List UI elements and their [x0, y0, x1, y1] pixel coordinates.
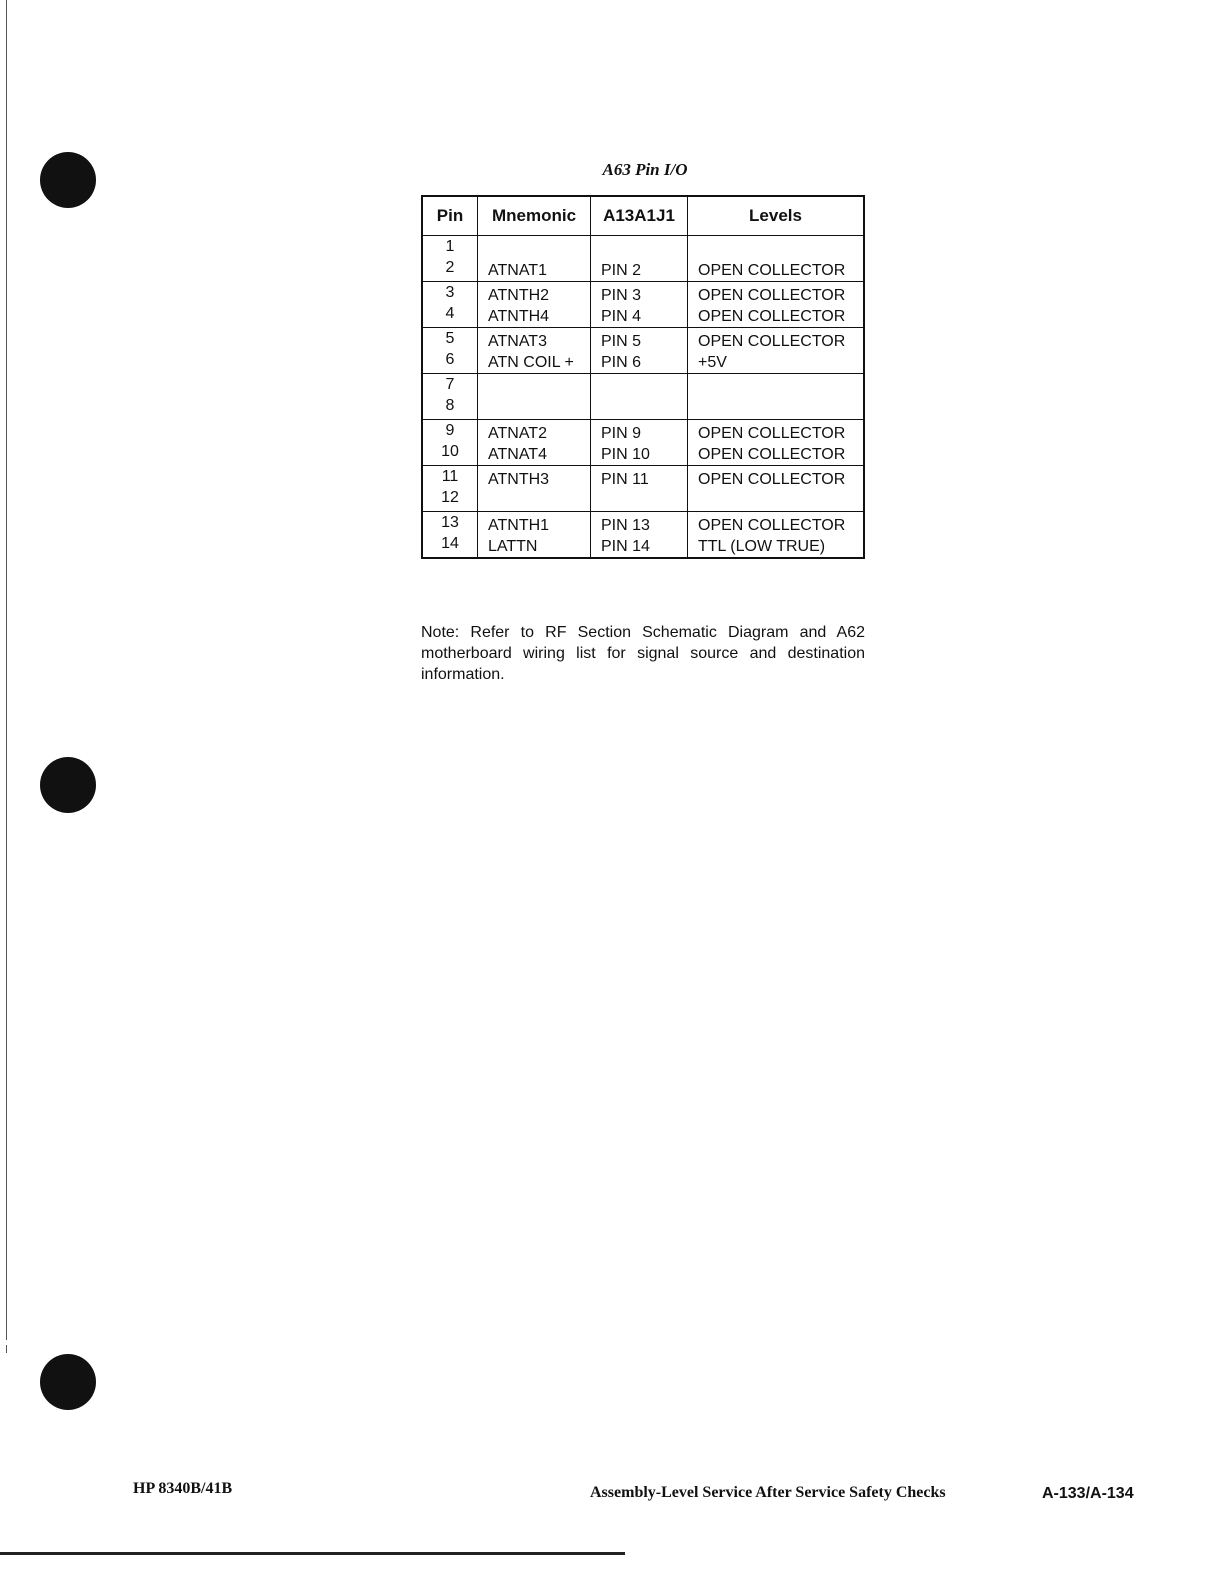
mnemonic-cell: [478, 420, 591, 466]
levels-cell-line: OPEN COLLECTOR: [698, 517, 846, 534]
table-header-row: [422, 196, 864, 236]
mnemonic-cell: [478, 374, 591, 420]
pin-cell: [422, 374, 478, 420]
levels-cell: [688, 282, 865, 328]
connector-cell-line: PIN 2: [601, 262, 642, 279]
mnemonic-cell-line: LATTN: [488, 538, 538, 555]
pin-cell-line: 3: [445, 284, 455, 301]
bottom-rule: [0, 1552, 625, 1555]
connector-cell-line: PIN 11: [601, 471, 649, 488]
connector-cell-line: PIN 10: [601, 446, 650, 463]
pin-cell-line: 1: [445, 238, 455, 255]
footer-page-number: A-133/A-134: [1042, 1485, 1134, 1502]
pin-cell-line: 13: [441, 514, 459, 531]
connector-cell-line: PIN 5: [601, 333, 642, 350]
connector-cell-line: PIN 6: [601, 354, 642, 371]
levels-cell: [688, 466, 865, 512]
table-body: [422, 236, 864, 559]
levels-cell: [688, 374, 865, 420]
levels-cell-line: [698, 239, 857, 260]
connector-cell-line: PIN 13: [601, 517, 650, 534]
header-a13a1j1: A13A1J1: [591, 196, 688, 236]
table-title: A63 Pin I/O: [602, 160, 688, 179]
connector-cell: [591, 466, 688, 512]
mnemonic-cell-line: [488, 239, 584, 260]
levels-cell-line: TTL (LOW TRUE): [698, 538, 826, 555]
table-row: [422, 282, 864, 328]
punch-hole-top: [40, 152, 96, 208]
connector-cell-line: [601, 239, 681, 260]
pin-cell-line: 10: [441, 443, 459, 460]
table-row: [422, 236, 864, 282]
connector-cell: [591, 282, 688, 328]
levels-cell-line: OPEN COLLECTOR: [698, 425, 846, 442]
connector-cell: [591, 236, 688, 282]
levels-cell-line: OPEN COLLECTOR: [698, 287, 846, 304]
levels-cell-line: [698, 398, 857, 419]
mnemonic-cell-line: ATNAT2: [488, 425, 547, 442]
table-row: [422, 466, 864, 512]
connector-cell-line: [601, 490, 681, 511]
pin-cell-line: 7: [445, 376, 455, 393]
left-margin-rule: [6, 0, 7, 1340]
table-row: [422, 420, 864, 466]
connector-cell: [591, 328, 688, 374]
pin-cell: [422, 420, 478, 466]
table-row: [422, 512, 864, 559]
connector-cell-line: PIN 3: [601, 287, 642, 304]
mnemonic-cell-line: ATNTH4: [488, 308, 550, 325]
connector-cell-line: PIN 14: [601, 538, 650, 555]
mnemonic-cell: [478, 328, 591, 374]
pin-cell-line: 2: [445, 259, 455, 276]
levels-cell-line: OPEN COLLECTOR: [698, 333, 846, 350]
connector-cell-line: [601, 398, 681, 419]
pin-io-table: [421, 195, 865, 559]
footer-model: HP 8340B/41B: [133, 1480, 233, 1497]
connector-cell: [591, 512, 688, 559]
levels-cell-line: OPEN COLLECTOR: [698, 446, 846, 463]
mnemonic-cell-line: ATNAT4: [488, 446, 547, 463]
mnemonic-cell-line: ATN COIL +: [488, 354, 574, 371]
levels-cell-line: [698, 377, 857, 398]
mnemonic-cell-line: ATNTH1: [488, 517, 550, 534]
header-mnemonic: Mnemonic: [478, 196, 591, 236]
note-text: Note: Refer to RF Section Schematic Diagram and A62 motherboard wiring list for signal source and destination information.: [421, 624, 865, 683]
mnemonic-cell-line: ATNAT3: [488, 333, 547, 350]
header-pin: Pin: [422, 196, 478, 236]
table-row: [422, 374, 864, 420]
punch-hole-middle: [40, 757, 96, 813]
pin-cell-line: 5: [445, 330, 455, 347]
footer-section-title: Assembly-Level Service After Service Safety Checks: [590, 1484, 946, 1501]
levels-cell-line: [698, 490, 857, 511]
mnemonic-cell-line: [488, 377, 584, 398]
pin-cell-line: 4: [445, 305, 455, 322]
header-levels: Levels: [688, 196, 865, 236]
pin-cell-line: 12: [441, 489, 459, 506]
pin-cell: [422, 236, 478, 282]
mnemonic-cell-line: ATNAT1: [488, 262, 547, 279]
pin-cell-line: 9: [445, 422, 455, 439]
levels-cell-line: OPEN COLLECTOR: [698, 308, 846, 325]
pin-cell: [422, 282, 478, 328]
levels-cell: [688, 328, 865, 374]
punch-hole-bottom: [40, 1354, 96, 1410]
pin-cell-line: 11: [441, 468, 459, 485]
mnemonic-cell: [478, 282, 591, 328]
mnemonic-cell: [478, 236, 591, 282]
levels-cell: [688, 420, 865, 466]
mnemonic-cell-line: ATNTH3: [488, 471, 550, 488]
levels-cell-line: +5V: [698, 354, 727, 371]
mnemonic-cell: [478, 512, 591, 559]
connector-cell: [591, 374, 688, 420]
levels-cell-line: OPEN COLLECTOR: [698, 471, 846, 488]
pin-cell-line: 6: [445, 351, 455, 368]
connector-cell-line: PIN 4: [601, 308, 642, 325]
mnemonic-cell-line: [488, 490, 584, 511]
pin-cell-line: 14: [441, 535, 459, 552]
pin-cell: [422, 328, 478, 374]
levels-cell: [688, 512, 865, 559]
left-margin-rule-fragment: [6, 1345, 7, 1353]
pin-cell: [422, 512, 478, 559]
levels-cell-line: OPEN COLLECTOR: [698, 262, 846, 279]
mnemonic-cell: [478, 466, 591, 512]
mnemonic-cell-line: ATNTH2: [488, 287, 550, 304]
connector-cell-line: [601, 377, 681, 398]
connector-cell-line: PIN 9: [601, 425, 642, 442]
levels-cell: [688, 236, 865, 282]
pin-cell-line: 8: [445, 397, 455, 414]
connector-cell: [591, 420, 688, 466]
mnemonic-cell-line: [488, 398, 584, 419]
table-row: [422, 328, 864, 374]
pin-cell: [422, 466, 478, 512]
